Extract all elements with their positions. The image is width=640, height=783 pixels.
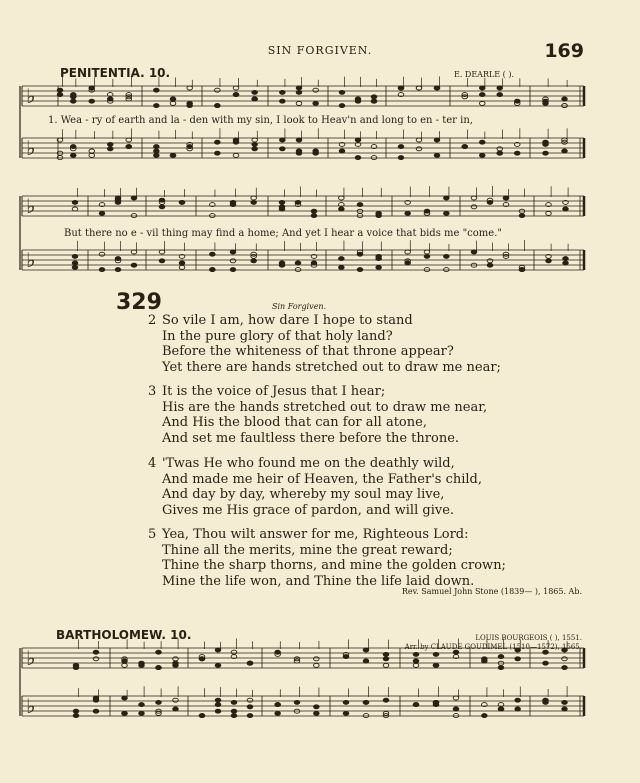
note-head bbox=[154, 145, 160, 149]
note-head bbox=[231, 714, 237, 718]
note-head bbox=[562, 666, 568, 670]
note-head bbox=[562, 149, 568, 153]
note-head bbox=[339, 90, 345, 94]
note-head bbox=[416, 147, 422, 151]
note-head bbox=[405, 211, 411, 215]
note-head bbox=[363, 659, 369, 663]
note-head bbox=[543, 101, 549, 105]
note-head bbox=[252, 147, 258, 151]
note-head bbox=[72, 207, 78, 211]
note-head bbox=[73, 709, 79, 713]
note-head bbox=[383, 663, 389, 667]
stanza-4 bbox=[148, 456, 482, 518]
note-head bbox=[413, 663, 419, 667]
note-head bbox=[295, 261, 301, 265]
clef-glyph: ♭ bbox=[26, 136, 36, 160]
verse-line: Gives me His grace of pardon, and will give. bbox=[162, 502, 455, 518]
note-head bbox=[424, 254, 430, 258]
note-head bbox=[413, 659, 419, 663]
note-head bbox=[444, 254, 450, 258]
note-head bbox=[416, 86, 422, 90]
note-head bbox=[444, 196, 450, 200]
note-head bbox=[156, 666, 162, 670]
note-head bbox=[170, 153, 176, 157]
note-head bbox=[93, 650, 99, 654]
note-head bbox=[280, 90, 286, 94]
note-head bbox=[314, 705, 320, 709]
note-head bbox=[376, 254, 382, 258]
note-head bbox=[73, 663, 79, 667]
note-head bbox=[295, 200, 301, 204]
note-head bbox=[405, 250, 411, 254]
tune-name-penitentia: PENITENTIA. 10. bbox=[60, 66, 171, 80]
note-head bbox=[99, 252, 105, 256]
note-head bbox=[343, 711, 349, 715]
note-head bbox=[296, 90, 302, 94]
note-head bbox=[154, 149, 160, 153]
note-head bbox=[471, 205, 477, 209]
verse-line: Mine the life won, and Thine the life laid down. bbox=[162, 573, 475, 589]
note-head bbox=[139, 703, 145, 707]
note-head bbox=[173, 707, 179, 711]
note-head bbox=[339, 265, 345, 269]
note-head bbox=[131, 263, 137, 267]
note-head bbox=[122, 663, 128, 667]
note-head bbox=[170, 97, 176, 101]
note-head bbox=[515, 707, 521, 711]
note-head bbox=[413, 652, 419, 656]
note-head bbox=[498, 655, 504, 659]
note-head bbox=[131, 196, 137, 200]
note-head bbox=[280, 99, 286, 103]
note-head bbox=[314, 657, 320, 661]
note-head bbox=[247, 714, 253, 718]
verse-line: Yea, Thou wilt answer for me, Righteous Lord: bbox=[162, 527, 469, 542]
note-head bbox=[357, 252, 363, 256]
note-head bbox=[57, 88, 63, 92]
note-head bbox=[215, 151, 221, 155]
verse-line: And His the blood that can for all atone, bbox=[162, 415, 427, 430]
note-head bbox=[479, 153, 485, 157]
note-head bbox=[247, 661, 253, 665]
note-head bbox=[383, 652, 389, 656]
note-head bbox=[156, 700, 162, 704]
note-head bbox=[487, 263, 493, 267]
note-head bbox=[99, 211, 105, 215]
note-head bbox=[139, 711, 145, 715]
note-head bbox=[139, 663, 145, 667]
stanza-number: 3 bbox=[148, 384, 157, 399]
note-head bbox=[515, 698, 521, 702]
note-head bbox=[482, 659, 488, 663]
composer-credit: E. DEARLE ( ). bbox=[454, 70, 515, 79]
note-head bbox=[233, 138, 239, 142]
note-head bbox=[514, 151, 520, 155]
note-head bbox=[215, 648, 221, 652]
hymn-title: Sin Forgiven. bbox=[272, 302, 327, 311]
note-head bbox=[563, 261, 569, 265]
note-head bbox=[179, 265, 185, 269]
note-head bbox=[339, 196, 345, 200]
note-head bbox=[543, 661, 549, 665]
note-head bbox=[279, 263, 285, 267]
composer-credit-line: LOUIS BOURGEOIS ( ), 1551. bbox=[475, 634, 582, 642]
note-head bbox=[413, 703, 419, 707]
note-head bbox=[434, 138, 440, 142]
note-head bbox=[383, 698, 389, 702]
note-head bbox=[89, 99, 95, 103]
note-head bbox=[543, 142, 549, 146]
note-head bbox=[562, 707, 568, 711]
note-head bbox=[296, 86, 302, 90]
note-head bbox=[296, 101, 302, 105]
note-head bbox=[89, 149, 95, 153]
note-head bbox=[251, 259, 257, 263]
note-head bbox=[231, 700, 237, 704]
author-credit: Rev. Samuel John Stone (1839— ), 1865. Ab. bbox=[401, 587, 582, 596]
note-head bbox=[398, 145, 404, 149]
note-head bbox=[156, 650, 162, 654]
note-head bbox=[433, 652, 439, 656]
note-head bbox=[497, 147, 503, 151]
note-head bbox=[280, 147, 286, 151]
note-head bbox=[376, 211, 382, 215]
verse-line: It is the voice of Jesus that I hear; bbox=[162, 384, 386, 399]
verse-line: And day by day, whereby my soul may live, bbox=[162, 487, 445, 502]
note-head bbox=[275, 650, 281, 654]
clef-glyph: ♭ bbox=[26, 194, 36, 218]
note-head bbox=[355, 99, 361, 103]
note-head bbox=[294, 700, 300, 704]
note-head bbox=[215, 698, 221, 702]
stanza-number: 4 bbox=[148, 456, 157, 471]
note-head bbox=[93, 657, 99, 661]
note-head bbox=[515, 657, 521, 661]
note-head bbox=[154, 104, 160, 108]
note-head bbox=[471, 250, 477, 254]
note-head bbox=[252, 90, 258, 94]
note-head bbox=[363, 648, 369, 652]
note-head bbox=[233, 93, 239, 97]
note-head bbox=[519, 214, 525, 218]
note-head bbox=[453, 696, 459, 700]
note-head bbox=[314, 663, 320, 667]
note-head bbox=[462, 145, 468, 149]
note-head bbox=[70, 153, 76, 157]
note-head bbox=[72, 200, 78, 204]
note-head bbox=[482, 714, 488, 718]
tune-name-bartholomew: BARTHOLOMEW. 10. bbox=[56, 628, 192, 642]
note-head bbox=[251, 196, 257, 200]
note-head bbox=[311, 214, 317, 218]
note-head bbox=[562, 97, 568, 101]
note-head bbox=[339, 149, 345, 153]
note-head bbox=[89, 153, 95, 157]
note-head bbox=[107, 142, 113, 146]
arranger-credit-line: Arr. by CLAUDE GOUDIMEL (1510—1572), 1565. bbox=[404, 643, 582, 651]
note-head bbox=[99, 268, 105, 272]
note-head bbox=[398, 156, 404, 160]
note-head bbox=[453, 707, 459, 711]
note-head bbox=[233, 86, 239, 90]
note-head bbox=[357, 203, 363, 207]
note-head bbox=[154, 88, 160, 92]
note-head bbox=[199, 714, 205, 718]
note-head bbox=[543, 151, 549, 155]
stanza-2 bbox=[148, 313, 501, 375]
note-head bbox=[546, 259, 552, 263]
clef-glyph: ♭ bbox=[26, 84, 36, 108]
note-head bbox=[230, 259, 236, 263]
note-head bbox=[215, 709, 221, 713]
note-head bbox=[57, 93, 63, 97]
note-head bbox=[126, 145, 132, 149]
note-head bbox=[279, 205, 285, 209]
note-head bbox=[215, 663, 221, 667]
note-head bbox=[519, 268, 525, 272]
note-head bbox=[479, 93, 485, 97]
note-head bbox=[199, 657, 205, 661]
note-head bbox=[107, 147, 113, 151]
note-head bbox=[339, 207, 345, 211]
note-head bbox=[503, 196, 509, 200]
stanza-number: 5 bbox=[148, 527, 157, 542]
note-head bbox=[187, 101, 193, 105]
verse-line: So vile I am, how dare I hope to stand bbox=[162, 313, 413, 328]
note-head bbox=[339, 104, 345, 108]
note-head bbox=[187, 145, 193, 149]
note-head bbox=[231, 650, 237, 654]
note-head bbox=[159, 259, 165, 263]
note-head bbox=[355, 156, 361, 160]
note-head bbox=[70, 99, 76, 103]
note-head bbox=[247, 698, 253, 702]
note-head bbox=[433, 663, 439, 667]
note-head bbox=[314, 711, 320, 715]
note-head bbox=[72, 261, 78, 265]
verse-line: And set me faultless there before the throne. bbox=[162, 430, 460, 446]
note-head bbox=[357, 268, 363, 272]
note-head bbox=[546, 211, 552, 215]
note-head bbox=[313, 88, 319, 92]
note-head bbox=[233, 153, 239, 157]
note-head bbox=[173, 657, 179, 661]
note-head bbox=[173, 698, 179, 702]
note-head bbox=[479, 140, 485, 144]
note-head bbox=[131, 250, 137, 254]
note-head bbox=[73, 714, 79, 718]
note-head bbox=[93, 709, 99, 713]
note-head bbox=[487, 259, 493, 263]
note-head bbox=[498, 666, 504, 670]
note-head bbox=[311, 261, 317, 265]
clef-glyph: ♭ bbox=[26, 646, 36, 670]
note-head bbox=[471, 196, 477, 200]
note-head bbox=[275, 703, 281, 707]
note-head bbox=[93, 696, 99, 700]
note-head bbox=[187, 86, 193, 90]
note-head bbox=[563, 207, 569, 211]
page-number: 169 bbox=[544, 40, 584, 62]
note-head bbox=[230, 203, 236, 207]
note-head bbox=[115, 268, 121, 272]
note-head bbox=[371, 99, 377, 103]
note-head bbox=[434, 153, 440, 157]
verse-line: In the pure glory of that holy land? bbox=[162, 328, 393, 344]
note-head bbox=[296, 138, 302, 142]
note-head bbox=[497, 93, 503, 97]
note-head bbox=[252, 97, 258, 101]
note-head bbox=[479, 101, 485, 105]
note-head bbox=[433, 700, 439, 704]
lyric-line-1: 1. Wea - ry of earth and la - den with my sin, I look to Heav'n and long to en - ter in, bbox=[48, 115, 473, 126]
note-head bbox=[383, 657, 389, 661]
note-head bbox=[543, 700, 549, 704]
note-head bbox=[215, 88, 221, 92]
note-head bbox=[339, 257, 345, 261]
note-head bbox=[424, 250, 430, 254]
note-head bbox=[497, 86, 503, 90]
note-head bbox=[122, 696, 128, 700]
note-head bbox=[376, 265, 382, 269]
running-title: SIN FORGIVEN. bbox=[267, 44, 373, 57]
note-head bbox=[562, 700, 568, 704]
note-head bbox=[563, 257, 569, 261]
note-head bbox=[247, 705, 253, 709]
note-head bbox=[179, 261, 185, 265]
note-head bbox=[230, 268, 236, 272]
stanza-number: 2 bbox=[148, 313, 157, 328]
note-head bbox=[311, 209, 317, 213]
note-head bbox=[444, 211, 450, 215]
note-head bbox=[231, 709, 237, 713]
note-head bbox=[296, 149, 302, 153]
note-head bbox=[416, 138, 422, 142]
note-head bbox=[72, 265, 78, 269]
note-head bbox=[497, 151, 503, 155]
note-head bbox=[159, 205, 165, 209]
note-head bbox=[210, 268, 216, 272]
note-head bbox=[215, 140, 221, 144]
note-head bbox=[355, 138, 361, 142]
hymn-number: 329 bbox=[116, 290, 162, 315]
note-head bbox=[371, 95, 377, 99]
verse-line: Yet there are hands stretched out to draw me near; bbox=[162, 359, 501, 375]
lyric-line-2: But there no e - vil thing may find a home; And yet I hear a voice that bids me "come." bbox=[64, 228, 502, 239]
verse-line: Before the whiteness of that throne appear? bbox=[162, 344, 454, 359]
note-head bbox=[126, 138, 132, 142]
note-head bbox=[252, 142, 258, 146]
note-head bbox=[72, 254, 78, 258]
note-head bbox=[173, 661, 179, 665]
arrangement-credit bbox=[405, 634, 582, 652]
note-head bbox=[115, 198, 121, 202]
verse-line: Thine all the merits, mine the great reward; bbox=[162, 542, 453, 558]
clef-glyph: ♭ bbox=[26, 694, 36, 718]
verse-line: Thine the sharp thorns, and mine the golden crown; bbox=[162, 558, 506, 573]
note-head bbox=[313, 101, 319, 105]
note-head bbox=[313, 149, 319, 153]
verse-line: 'Twas He who found me on the deathly wild, bbox=[162, 456, 455, 471]
note-head bbox=[479, 86, 485, 90]
note-head bbox=[159, 250, 165, 254]
note-head bbox=[562, 657, 568, 661]
clef-glyph: ♭ bbox=[26, 248, 36, 272]
note-head bbox=[343, 700, 349, 704]
note-head bbox=[280, 138, 286, 142]
note-head bbox=[122, 711, 128, 715]
note-head bbox=[154, 153, 160, 157]
stanza-3 bbox=[148, 384, 487, 446]
stanza-5 bbox=[148, 527, 506, 589]
verse-line: And made me heir of Heaven, the Father's child, bbox=[162, 471, 483, 487]
note-head bbox=[252, 138, 258, 142]
note-head bbox=[279, 200, 285, 204]
note-head bbox=[70, 95, 76, 99]
note-head bbox=[215, 703, 221, 707]
note-head bbox=[275, 711, 281, 715]
note-head bbox=[170, 101, 176, 105]
note-head bbox=[210, 252, 216, 256]
verse-line: His are the hands stretched out to draw me near, bbox=[162, 399, 488, 415]
note-head bbox=[251, 200, 257, 204]
note-head bbox=[230, 250, 236, 254]
